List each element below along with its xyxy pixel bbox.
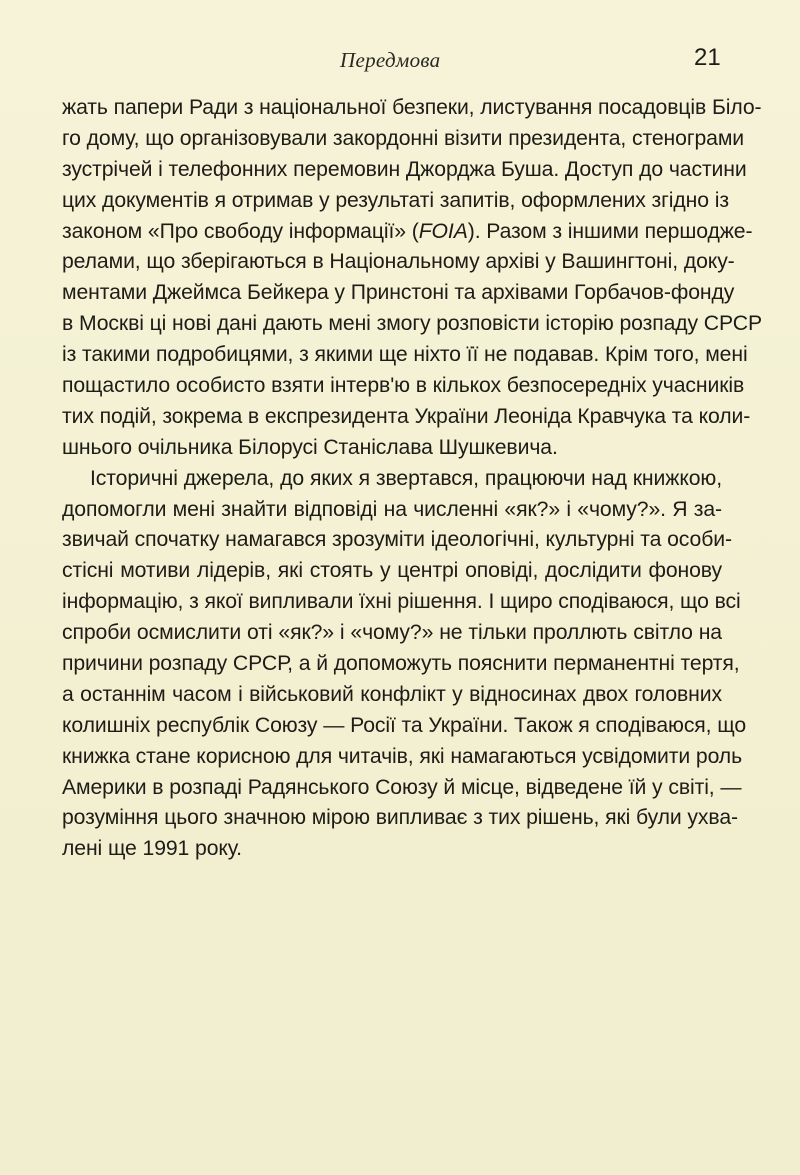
text-line: пощастило особисто взяти інтерв'ю в кількох безпосередніх учасників	[62, 374, 745, 398]
text-line: причини розпаду СРСР, а й допоможуть пояснити перманентні тертя,	[62, 652, 740, 676]
text-line: тих подій, зокрема в експрезидента України Леоніда Кравчука та коли-	[62, 404, 751, 428]
text-line: розуміння цього значною мірою випливає з тих рішень, які були ухва-	[62, 806, 738, 830]
text-line: а останнім часом і військовий конфлікт у відносинах двох головних	[62, 682, 722, 706]
text-line: інформацію, з якої випливали їхні рішення. І щиро сподіваюся, що всі	[62, 590, 741, 614]
foia-abbreviation: FOIA	[418, 219, 468, 243]
running-head	[0, 44, 800, 72]
paragraph-2	[62, 464, 747, 866]
text-line: спроби осмислити оті «як?» і «чому?» не тільки проллють світло на	[62, 621, 722, 645]
text-line: книжка стане корисною для читачів, які намагаються усвідомити роль	[62, 744, 743, 768]
text-line: лені ще 1991 року.	[62, 837, 242, 861]
text-segment: ). Разом з іншими першодже-	[467, 219, 753, 243]
text-line: колишніх республік Союзу — Росії та України. Також я сподіваюся, що	[62, 713, 747, 737]
text-line: стісні мотиви лідерів, які стоять у центрі оповіді, дослідити фонову	[62, 559, 722, 583]
text-line	[62, 217, 753, 248]
running-title: Передмова	[340, 48, 441, 72]
text-line: допомогли мені знайти відповіді на численні «як?» і «чому?». Я за-	[62, 497, 722, 521]
text-segment: законом «Про свободу інформації» (	[62, 219, 419, 243]
text-line: звичай спочатку намагався зрозуміти ідеологічні, культурні та особи-	[62, 528, 732, 552]
body-text	[62, 93, 763, 865]
text-line: зустрічей і телефонних перемовин Джорджа Буша. Доступ до частини	[62, 157, 747, 181]
text-line: із такими подробицями, з якими ще ніхто її не подавав. Крім того, мені	[62, 343, 748, 367]
text-line: цих документів я отримав у результаті запитів, оформлених згідно із	[62, 188, 729, 212]
text-line: ментами Джеймса Бейкера у Принстоні та архівами Горбачов-фонду	[62, 281, 735, 305]
paragraph-1	[62, 93, 763, 464]
text-line: жать папери Ради з національної безпеки, листування посадовців Біло-	[62, 96, 762, 119]
text-line: шнього очільника Білорусі Станіслава Шушкевича.	[62, 435, 558, 459]
text-line: го дому, що організовували закордонні візити президента, стенограми	[62, 126, 745, 150]
text-line: Америки в розпаді Радянського Союзу й місце, відведене їй у світі, —	[62, 775, 742, 799]
text-line: в Москві ці нові дані дають мені змогу розповісти історію розпаду СРСР	[62, 312, 763, 336]
text-line: Історичні джерела, до яких я звертався, працюючи над книжкою,	[90, 466, 722, 490]
text-line: релами, що зберігаються в Національному архіві у Вашингтоні, доку-	[62, 250, 735, 274]
page-number: 21	[694, 44, 721, 71]
